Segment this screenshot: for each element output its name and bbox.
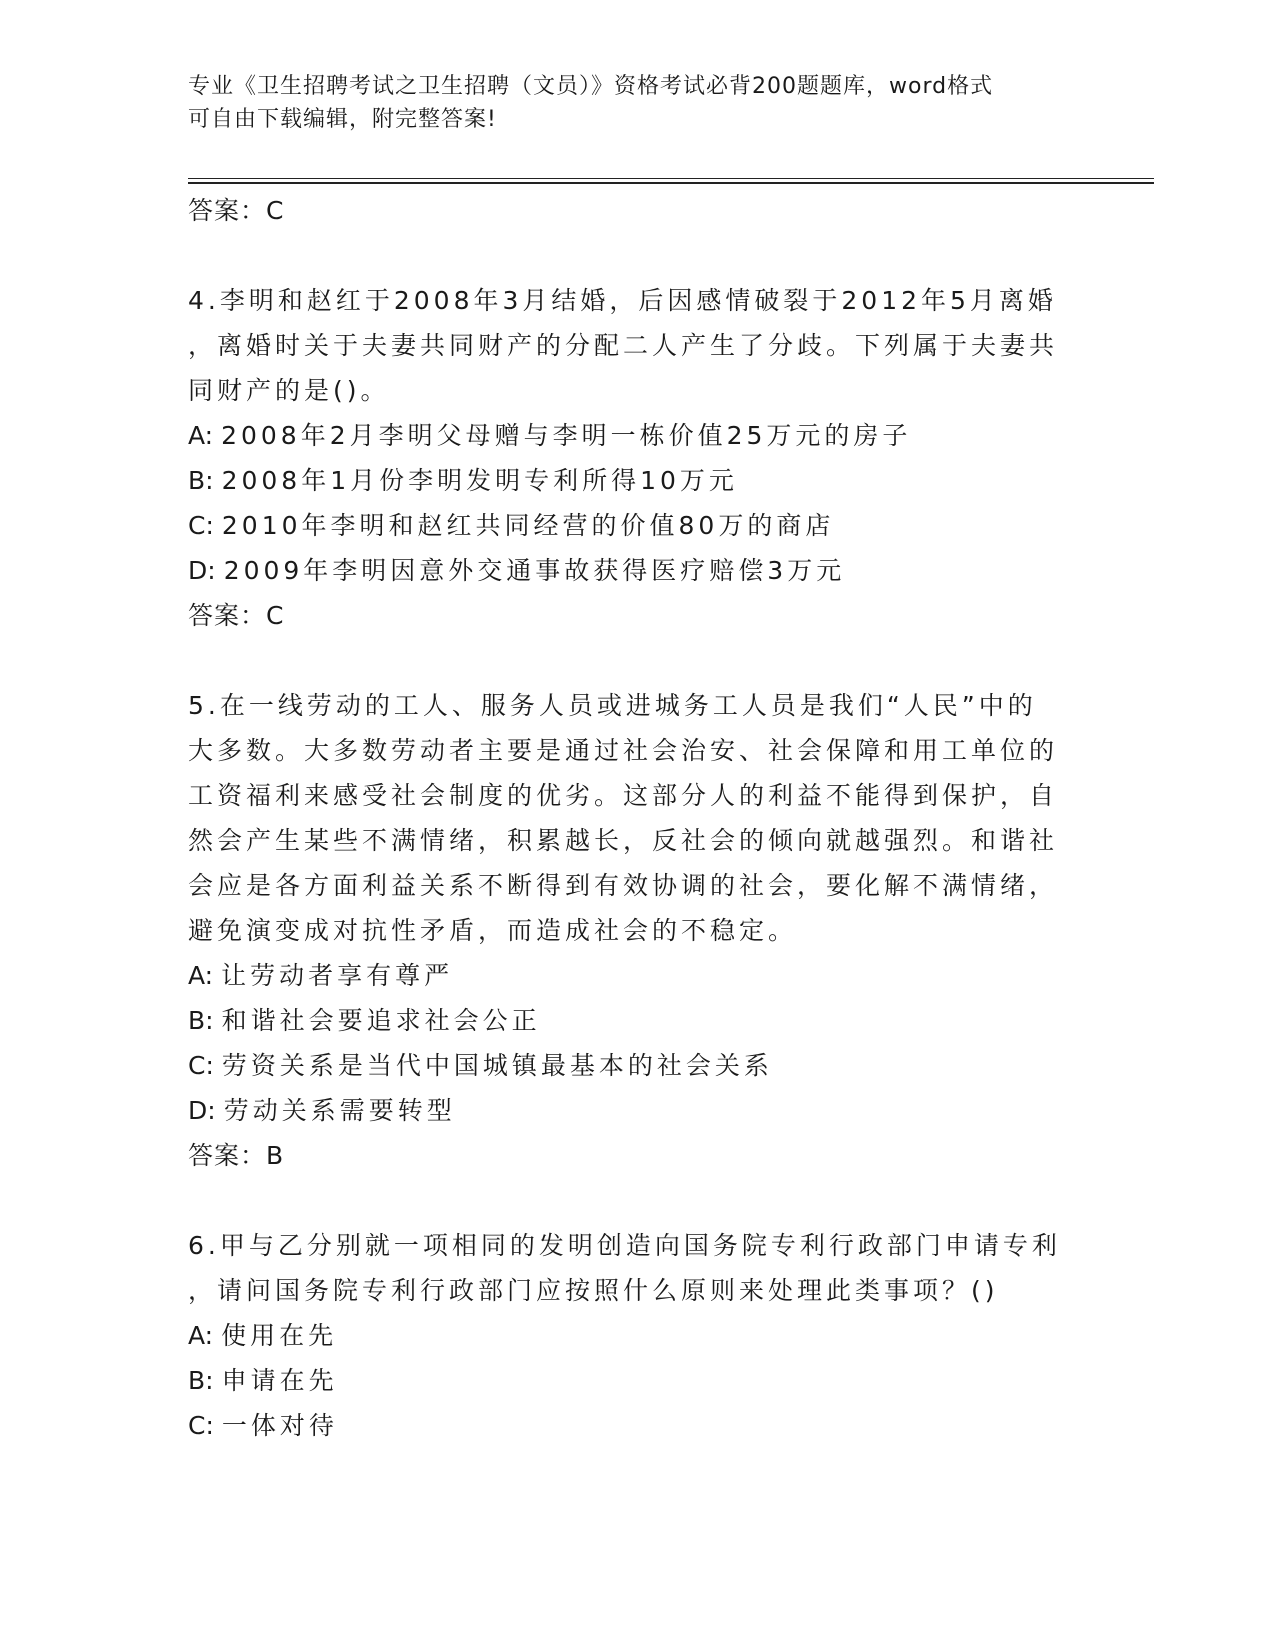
option-c: C: 劳资关系是当代中国城镇最基本的社会关系 [188, 1051, 773, 1080]
question-4 [188, 278, 1088, 638]
option-b: B: 和谐社会要追求社会公正 [188, 1006, 541, 1035]
question-6 [188, 1223, 1088, 1448]
option-b: B: 申请在先 [188, 1366, 338, 1395]
header-line-1: 专业《卫生招聘考试之卫生招聘（文员）》资格考试必背200题题库，word格式 [188, 74, 994, 99]
option-d: D: 劳动关系需要转型 [188, 1096, 456, 1125]
question-text-line: 4.李明和赵红于2008年3月结婚，后因感情破裂于2012年5月离婚 [188, 286, 1057, 315]
question-text-line: 6.甲与乙分别就一项相同的发明创造向国务院专利行政部门申请专利 [188, 1231, 1061, 1260]
answer-line: 答案：B [188, 1141, 285, 1170]
question-list [188, 188, 1088, 1448]
option-a: A: 2008年2月李明父母赠与李明一栋价值25万元的房子 [188, 421, 912, 450]
spacer [188, 1178, 1088, 1223]
document-header [188, 70, 1068, 136]
question-text-line: 5.在一线劳动的工人、服务人员或进城务工人员是我们“人民”中的 [188, 691, 1037, 720]
question-text-line: ，离婚时关于夫妻共同财产的分配二人产生了分歧。下列属于夫妻共 [188, 331, 1059, 360]
option-d: D: 2009年李明因意外交通事故获得医疗赔偿3万元 [188, 556, 846, 585]
question-text-line: 大多数。大多数劳动者主要是通过社会治安、社会保障和用工单位的 [188, 736, 1059, 765]
option-c: C: 2010年李明和赵红共同经营的价值80万的商店 [188, 511, 835, 540]
option-a: A: 让劳动者享有尊严 [188, 961, 454, 990]
question-text-line: 同财产的是()。 [188, 376, 390, 405]
answer-line: 答案：C [188, 601, 285, 630]
header-divider-thick [188, 182, 1154, 184]
question-text-line: 会应是各方面利益关系不断得到有效协调的社会，要化解不满情绪， [188, 871, 1059, 900]
header-divider-thin [188, 178, 1154, 179]
spacer [188, 233, 1088, 278]
answer-line: 答案：C [188, 196, 285, 225]
question-5 [188, 683, 1088, 1178]
option-a: A: 使用在先 [188, 1321, 338, 1350]
option-b: B: 2008年1月份李明发明专利所得10万元 [188, 466, 738, 495]
question-text-line: 工资福利来感受社会制度的优劣。这部分人的利益不能得到保护，自 [188, 781, 1059, 810]
spacer [188, 638, 1088, 683]
question-text-line: 然会产生某些不满情绪，积累越长，反社会的倾向就越强烈。和谐社 [188, 826, 1059, 855]
question-text-line: 避免演变成对抗性矛盾，而造成社会的不稳定。 [188, 916, 798, 945]
question-text-line: ，请问国务院专利行政部门应按照什么原则来处理此类事项？() [188, 1276, 999, 1305]
option-c: C: 一体对待 [188, 1411, 338, 1440]
header-line-2: 可自由下载编辑，附完整答案! [188, 107, 497, 132]
